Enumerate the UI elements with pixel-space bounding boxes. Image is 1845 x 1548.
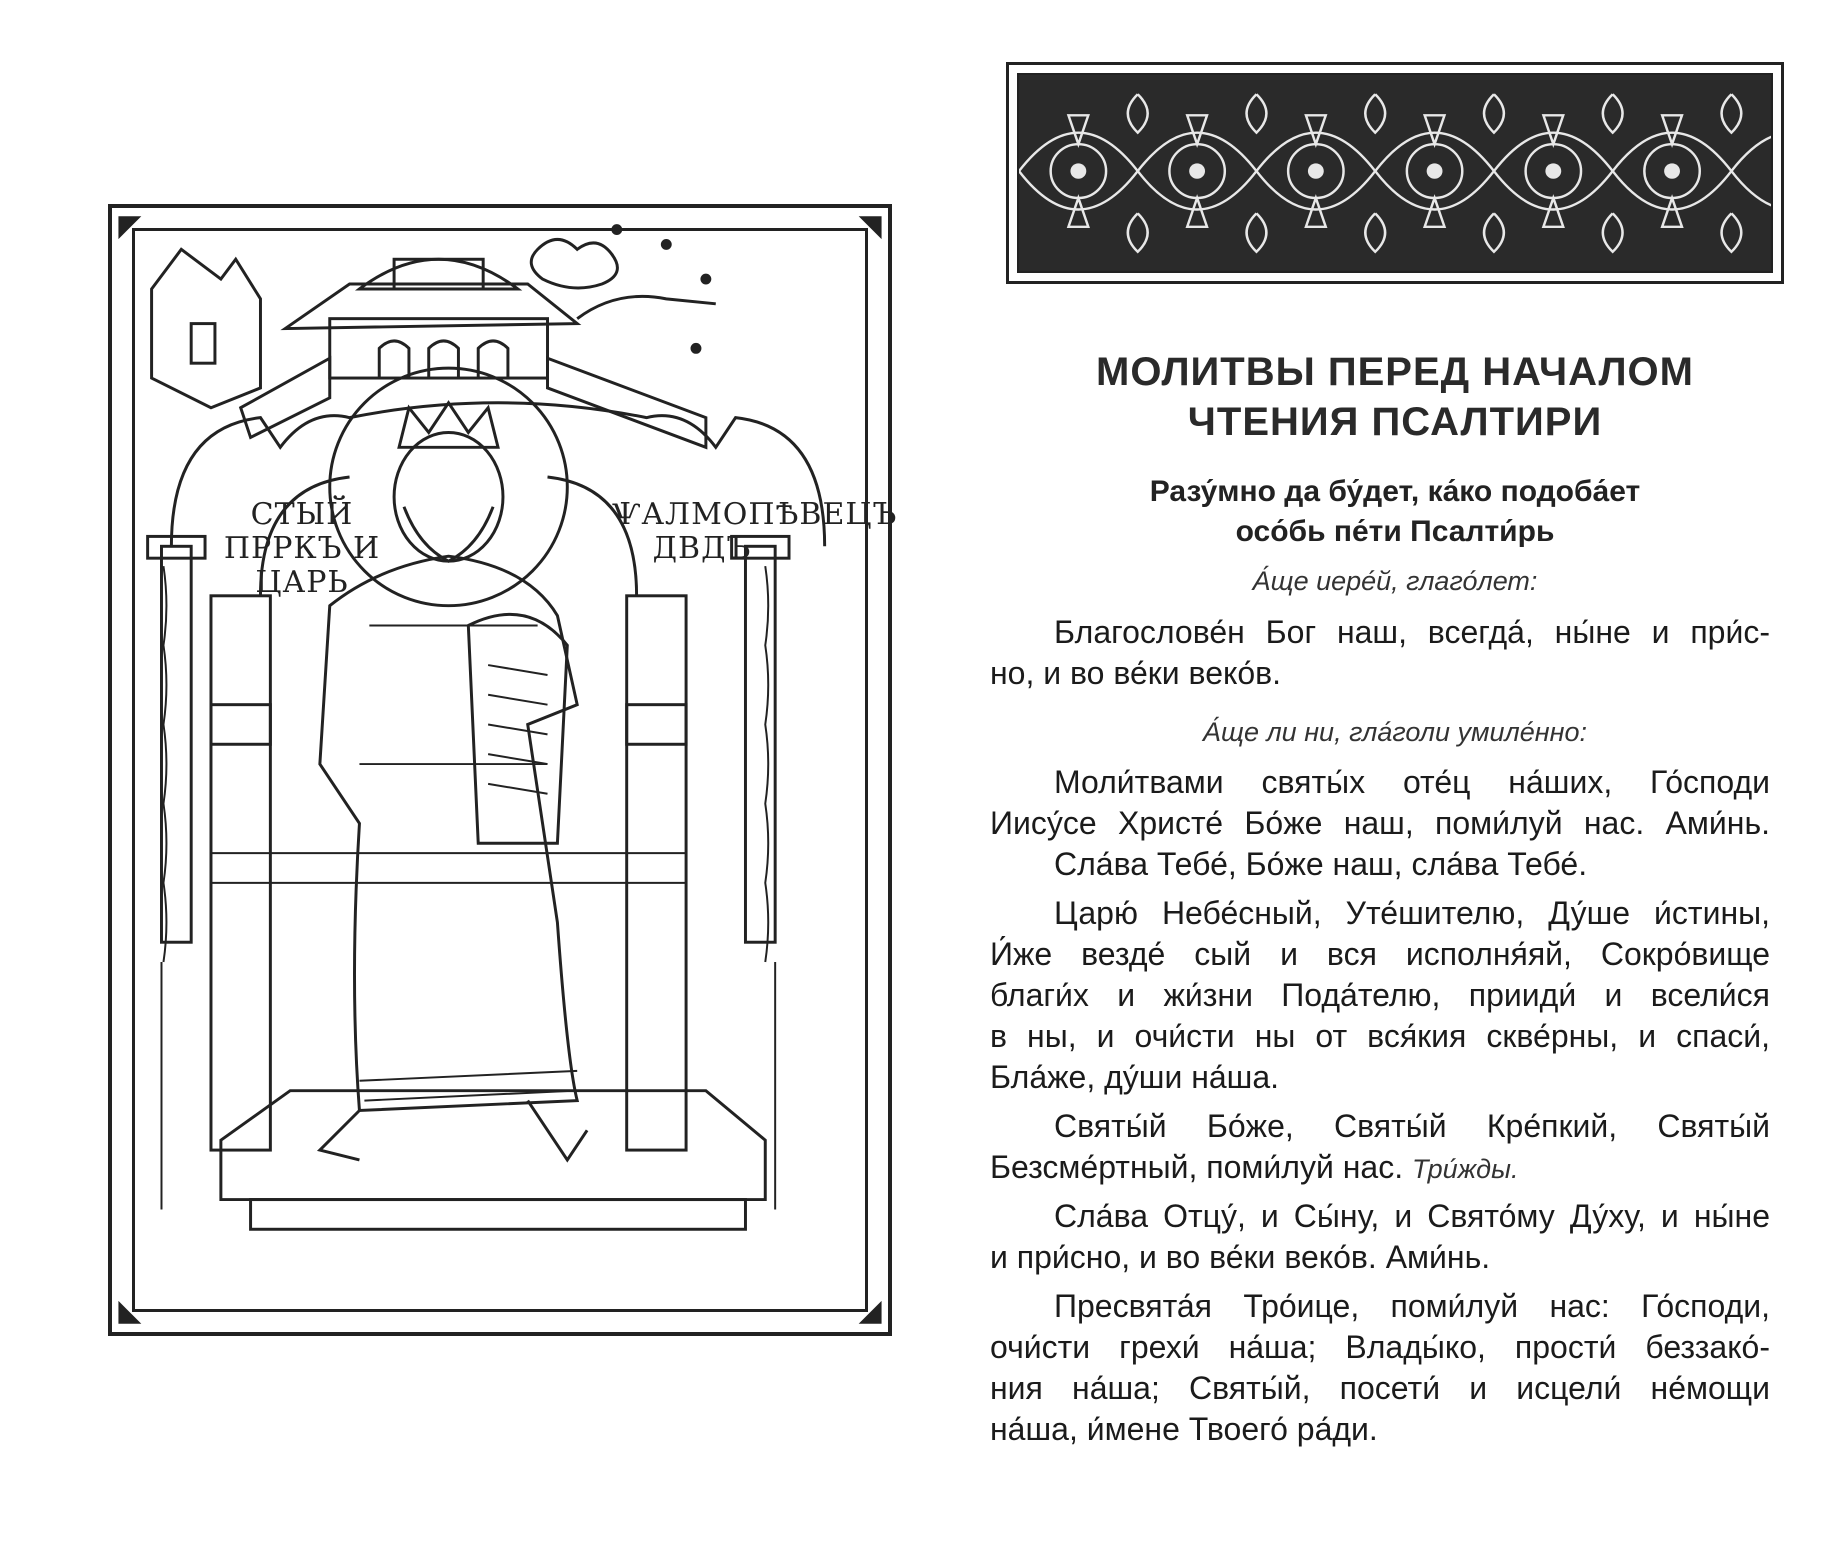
- icon-inscription-right: [612, 497, 898, 566]
- prayer-line: в ны, и очи́сти ны от вся́кия скве́рны, и спаси́,: [990, 1018, 1770, 1054]
- prayer-line: Сла́ва Отцу́, и Сы́ну, и Свято́му Ду́ху, и ны́не: [1054, 1198, 1770, 1234]
- floral-pattern: [1019, 75, 1771, 271]
- prayer-title-line-2: ЧТЕНИЯ ПСАЛТИРИ: [1187, 400, 1603, 444]
- prayer-line: Святы́й Бо́же, Святы́й Кре́пкий, Святы́й: [1054, 1108, 1770, 1144]
- prayer-line: Сла́ва Тебе́, Бо́же наш, сла́ва Тебе́.: [1054, 846, 1588, 882]
- prayer-line: Моли́твами святы́х оте́ц на́ших, Го́споди: [1054, 764, 1770, 800]
- king-david-drawing: [112, 208, 898, 1332]
- rubric-priest: А́ще иере́й, глаго́лет:: [1252, 566, 1538, 596]
- prayer-line: благи́х и жи́зни Пода́телю, прииди́ и всели́ся: [990, 977, 1770, 1013]
- prayer-line: но, и во ве́ки веко́в.: [990, 655, 1282, 691]
- prayer-line: Иису́се Христе́ Бо́же наш, поми́луй нас. Ами́нь.: [990, 805, 1770, 841]
- prayer-line: [990, 1147, 1770, 1189]
- inscription-right-line-1: ѰАЛМОПѢВЕЦЪ: [612, 497, 898, 532]
- inscription-left-line-1: СТЫЙ ПРРКЪ И: [223, 497, 381, 566]
- prayer-title-line-1: МОЛИТВЫ ПЕРЕД НАЧАЛОМ: [1096, 350, 1694, 394]
- prayer-line: Пресвята́я Тро́ице, поми́луй нас: Го́споди,: [1054, 1288, 1770, 1324]
- inscription-left-line-2: ЦАРЬ: [255, 565, 349, 600]
- prayer-line: Бла́же, ду́ши на́ша.: [990, 1059, 1280, 1095]
- icon-illustration: [108, 204, 898, 1336]
- prayer-line: Благослове́н Бог наш, всегда́, ны́не и при́с-: [1054, 614, 1770, 650]
- prayer-line-text: Безсме́ртный, поми́луй нас.: [990, 1149, 1404, 1185]
- prayer-line: на́ша, и́мене Твоего́ ра́ди.: [990, 1411, 1378, 1447]
- rubric-thrice: Три́жды.: [1411, 1154, 1519, 1184]
- icon-inscription-left: [222, 498, 382, 600]
- prayer-line: и при́сно, и во ве́ки веко́в. Ами́нь.: [990, 1239, 1491, 1275]
- prayer-line: очи́сти грехи́ на́ша; Влады́ко, прости́ беззако́-: [990, 1329, 1770, 1365]
- subheading-line-2: осо́бь пе́ти Псалти́рь: [1235, 515, 1555, 548]
- prayer-line: И́же везде́ сый и вся исполня́яй, Сокро́вище: [990, 936, 1770, 972]
- inscription-right-line-2: ДВДЪ: [652, 531, 752, 566]
- floral-headpiece-ornament: [1006, 62, 1784, 284]
- subheading-line-1: Разу́мно да бу́дет, ка́ко подоба́ет: [1149, 475, 1641, 508]
- prayer-line: Царю́ Небе́сный, Уте́шителю, Ду́ше и́стины,: [1054, 895, 1770, 931]
- prayer-line: ния на́ша; Святы́й, посети́ и исцели́ не́мощи: [990, 1370, 1770, 1406]
- rubric-layman: А́ще ли ни, гла́голи умиле́нно:: [1202, 717, 1588, 747]
